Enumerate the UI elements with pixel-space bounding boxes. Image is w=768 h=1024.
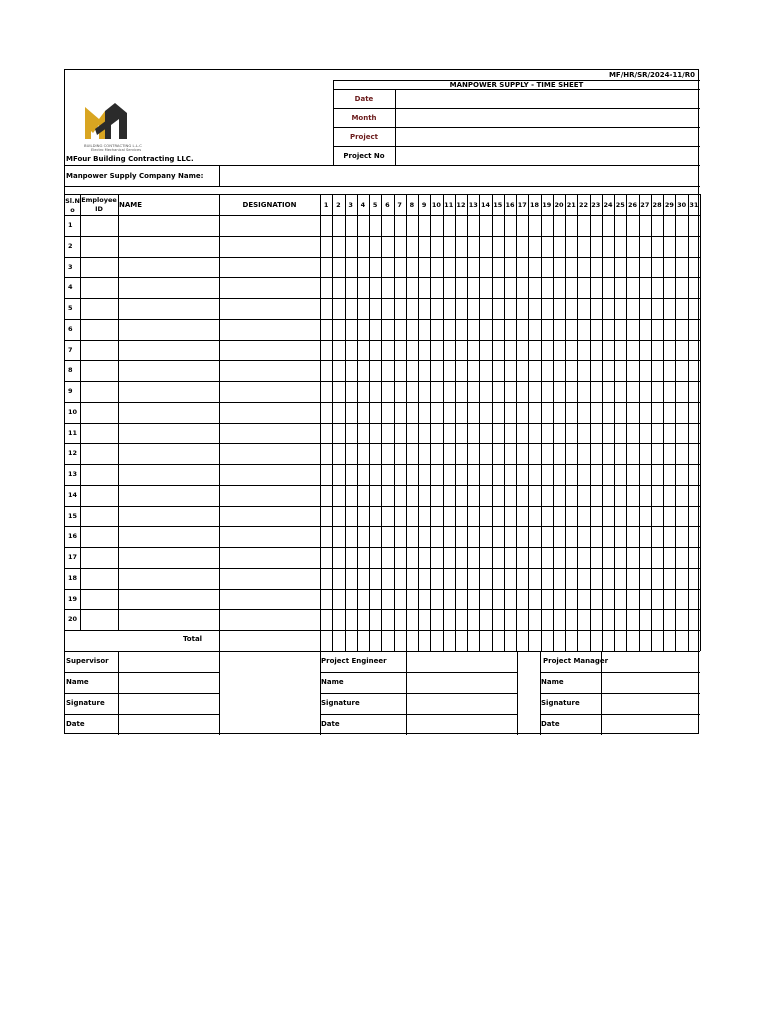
col-line — [80, 194, 81, 630]
row-number: 7 — [68, 345, 73, 354]
day-col-line — [541, 194, 542, 651]
signoff-line — [65, 672, 219, 673]
row-number: 13 — [68, 470, 78, 478]
col-header-day-12: 12 — [456, 201, 466, 209]
day-col-line — [381, 194, 382, 651]
day-col-line — [663, 194, 664, 651]
logo-line2: Electro Mechanical Services — [91, 148, 142, 152]
col-header-day-22: 22 — [579, 201, 589, 209]
project-engineer-title: Project Engineer — [321, 657, 387, 665]
supervisor-title: Supervisor — [66, 657, 109, 665]
supplier-bottom-line — [65, 186, 700, 187]
row-number: 11 — [68, 428, 78, 437]
col-header-day-19: 19 — [542, 201, 552, 209]
col-header-day-17: 17 — [517, 201, 527, 209]
signoff-line — [65, 693, 219, 694]
row-number: 6 — [68, 324, 73, 333]
header-label-project: Project — [349, 133, 379, 141]
row-number: 4 — [68, 283, 73, 292]
day-col-line — [516, 194, 517, 651]
supplier-divider — [219, 165, 220, 186]
signoff-col — [517, 651, 518, 735]
project-engineer-date-label: Date — [321, 720, 340, 728]
day-col-line — [614, 194, 615, 651]
logo-line1: BUILDING CONTRACTING L.L.C — [84, 143, 142, 148]
col-header-day-21: 21 — [566, 201, 576, 209]
day-col-line — [357, 194, 358, 651]
col-header-day-6: 6 — [385, 201, 390, 209]
col-header-day-4: 4 — [360, 201, 366, 209]
col-line — [219, 194, 220, 651]
day-col-line — [639, 194, 640, 651]
day-col-line — [332, 194, 333, 651]
row-number: 1 — [68, 221, 73, 229]
col-header-day-9: 9 — [421, 201, 427, 209]
total-bottom-line — [65, 651, 700, 652]
table-row-line — [65, 402, 700, 403]
day-col-line — [394, 194, 395, 651]
table-row-line — [65, 236, 700, 237]
col-header-day-7: 7 — [397, 201, 402, 209]
total-label: Total — [182, 635, 203, 643]
col-header-day-5: 5 — [372, 201, 378, 209]
day-col-line — [369, 194, 370, 651]
day-col-line — [700, 194, 701, 651]
day-col-line — [675, 194, 676, 651]
table-row-line — [65, 360, 700, 361]
table-row-line — [65, 257, 700, 258]
table-row-line — [65, 609, 700, 610]
header-line — [333, 127, 700, 128]
day-col-line — [602, 194, 603, 651]
col-header-day-28: 28 — [652, 201, 662, 209]
signoff-line — [540, 693, 700, 694]
signoff-line — [320, 693, 517, 694]
header-line — [333, 146, 700, 147]
col-header-day-31: 31 — [689, 201, 699, 209]
day-col-line — [565, 194, 566, 651]
col-line — [118, 194, 119, 630]
signoff-line — [540, 672, 700, 673]
col-header-day-30: 30 — [677, 201, 687, 209]
day-col-line — [467, 194, 468, 651]
table-row-line — [65, 340, 700, 341]
company-logo-icon — [85, 103, 127, 139]
row-number: 19 — [68, 594, 78, 603]
doc-reference: MF/HR/SR/2024-11/R0 — [608, 71, 695, 79]
table-row-line — [65, 526, 700, 527]
table-top-line — [65, 194, 700, 195]
day-col-line — [553, 194, 554, 651]
day-col-line — [320, 194, 321, 651]
table-row-line — [65, 464, 700, 465]
row-number: 20 — [68, 615, 78, 624]
col-header-employee-id: Employee ID — [81, 196, 117, 213]
project-manager-date-label: Date — [541, 720, 560, 728]
timesheet-form — [64, 69, 699, 734]
day-col-line — [688, 194, 689, 651]
row-number: 14 — [68, 490, 78, 499]
day-col-line — [577, 194, 578, 651]
col-header-day-25: 25 — [615, 201, 625, 209]
row-number: 3 — [68, 262, 73, 271]
row-number: 18 — [68, 573, 78, 582]
project-manager-signature-label: Signature — [541, 699, 580, 707]
col-header-day-27: 27 — [640, 201, 650, 209]
col-header-day-13: 13 — [468, 201, 478, 209]
row-number: 10 — [68, 407, 78, 416]
sheet-title: MANPOWER SUPPLY - TIME SHEET — [449, 81, 584, 89]
day-col-line — [590, 194, 591, 651]
row-number: 12 — [68, 449, 78, 458]
col-header-day-16: 16 — [505, 201, 515, 209]
table-header-bottom — [65, 215, 700, 216]
col-header-day-3: 3 — [348, 201, 353, 209]
col-header-day-20: 20 — [554, 201, 564, 209]
row-number: 16 — [68, 532, 78, 541]
day-col-line — [492, 194, 493, 651]
signoff-line — [540, 714, 700, 715]
row-number: 17 — [68, 553, 78, 561]
col-header-day-2: 2 — [336, 201, 341, 209]
table-row-line — [65, 485, 700, 486]
day-col-line — [528, 194, 529, 651]
col-header-name: NAME — [119, 201, 143, 209]
header-value-divider — [395, 89, 396, 165]
day-col-line — [443, 194, 444, 651]
company-name: MFour Building Contracting LLC. — [66, 155, 194, 163]
signoff-col — [406, 651, 407, 735]
col-header-day-8: 8 — [409, 201, 415, 209]
col-header-day-23: 23 — [591, 201, 601, 209]
supervisor-signature-label: Signature — [66, 699, 105, 707]
project-manager-title: Project Manager — [543, 657, 609, 665]
header-label-date: Date — [354, 95, 374, 103]
table-row-line — [65, 319, 700, 320]
table-row-line — [65, 443, 700, 444]
table-row-line — [65, 630, 700, 631]
header-line — [333, 89, 700, 90]
day-col-line — [455, 194, 456, 651]
table-row-line — [65, 277, 700, 278]
day-col-line — [626, 194, 627, 651]
day-col-line — [406, 194, 407, 651]
table-row-line — [65, 506, 700, 507]
header-label-month: Month — [351, 114, 377, 122]
col-header-day-18: 18 — [529, 201, 540, 209]
signoff-line — [65, 714, 219, 715]
supervisor-date-label: Date — [66, 720, 85, 728]
col-header-designation: DESIGNATION — [242, 201, 297, 209]
table-row-line — [65, 298, 700, 299]
supplier-top-line — [65, 165, 700, 166]
signoff-line — [320, 672, 517, 673]
col-header-day-1: 1 — [323, 201, 329, 209]
project-engineer-name-label: Name — [321, 678, 344, 686]
signoff-line — [320, 714, 517, 715]
header-label-project-no: Project No — [343, 152, 385, 160]
row-number: 5 — [68, 304, 73, 312]
table-row-line — [65, 547, 700, 548]
col-header-day-11: 11 — [444, 201, 454, 209]
table-row-line — [65, 423, 700, 424]
col-header-day-10: 10 — [431, 201, 441, 209]
row-number: 8 — [68, 366, 73, 375]
row-number: 2 — [68, 241, 73, 250]
day-col-line — [345, 194, 346, 651]
day-col-line — [479, 194, 480, 651]
col-header-day-29: 29 — [664, 201, 674, 209]
project-engineer-signature-label: Signature — [321, 699, 360, 707]
row-number: 15 — [68, 511, 78, 520]
row-number: 9 — [68, 387, 73, 395]
day-col-line — [430, 194, 431, 651]
project-manager-name-label: Name — [541, 678, 564, 686]
table-row-line — [65, 568, 700, 569]
table-row-line — [65, 589, 700, 590]
col-header-day-14: 14 — [480, 201, 490, 209]
supplier-label: Manpower Supply Company Name: — [66, 172, 204, 180]
signoff-col — [118, 651, 119, 735]
header-line — [333, 108, 700, 109]
col-header-sl-no: Sl.N o — [65, 197, 80, 214]
col-header-day-24: 24 — [603, 201, 613, 209]
signoff-col — [219, 651, 220, 735]
day-col-line — [504, 194, 505, 651]
day-col-line — [418, 194, 419, 651]
day-col-line — [651, 194, 652, 651]
supervisor-name-label: Name — [66, 678, 89, 686]
col-header-day-26: 26 — [628, 201, 638, 209]
col-header-day-15: 15 — [493, 201, 503, 209]
table-row-line — [65, 381, 700, 382]
